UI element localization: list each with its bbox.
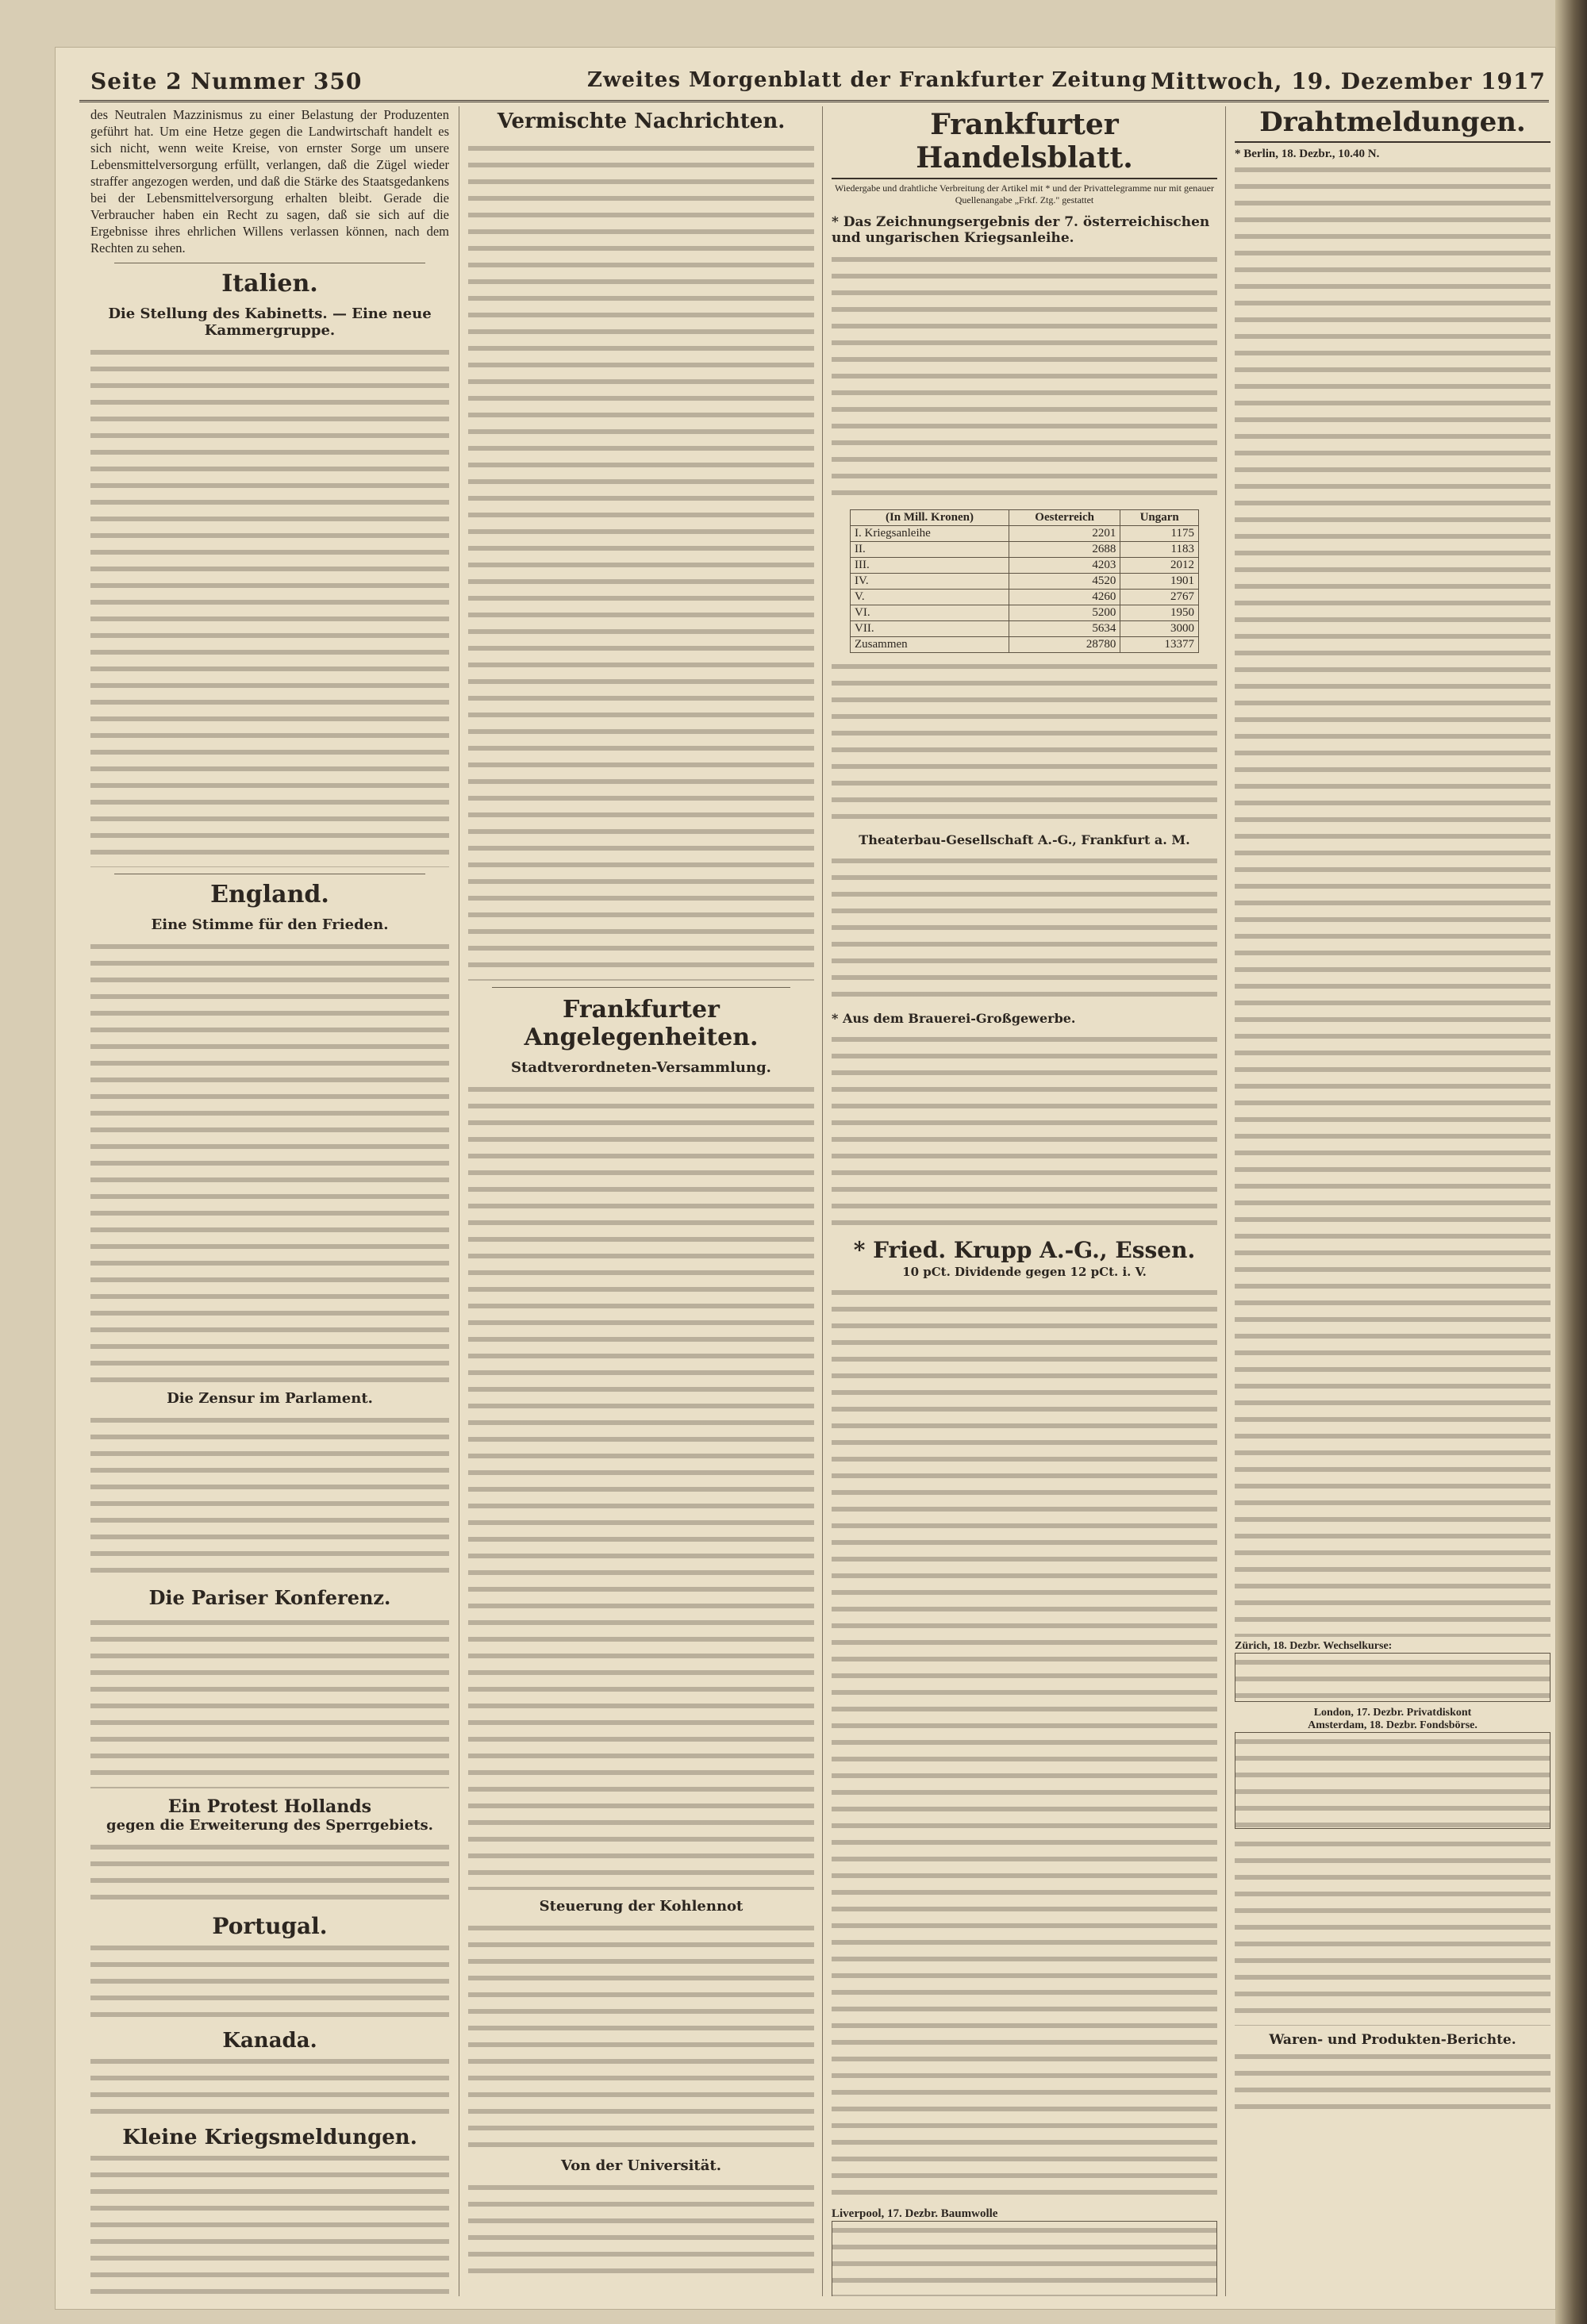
section-title-portugal: Portugal. <box>212 1913 328 1939</box>
table-cell: 5200 <box>1009 605 1120 621</box>
column-politik <box>90 106 449 2296</box>
section-title-holland: Ein Protest Hollands <box>167 1796 372 1817</box>
section-title-vermischte: Vermischte Nachrichten. <box>497 109 786 133</box>
market-table <box>1235 1653 1550 1702</box>
table-header-cell: (In Mill. Kronen) <box>851 510 1009 526</box>
reprint-note: Wiedergabe und drahtliche Verbreitung der Artikel mit * und der Privattelegramme nur mit genauer Quellenangabe „Frkf. Ztg." gestattet <box>835 182 1214 206</box>
market-table <box>1235 1732 1550 1829</box>
article-body <box>90 938 449 1382</box>
table-total-row <box>851 637 1199 653</box>
article-body <box>90 2053 449 2119</box>
article-body <box>468 1081 814 1890</box>
table-cell: VI. <box>851 605 1009 621</box>
column-drahtmeldungen <box>1235 106 1550 2296</box>
article-subtitle: Stadtverordneten-Versammlung. <box>511 1059 771 1076</box>
header-left: Seite 2 Nummer 350 <box>90 68 363 94</box>
table-cell: 2688 <box>1009 542 1120 558</box>
article-subtitle: Steuerung der Kohlennot <box>539 1898 744 1915</box>
market-heading: Zürich, 18. Dezbr. Wechselkurse: <box>1235 1640 1393 1652</box>
article-body <box>468 2179 814 2274</box>
section-title-kanada: Kanada. <box>222 2029 317 2053</box>
article-body <box>832 251 1217 505</box>
section-title-kriegsmeldungen: Kleine Kriegsmeldungen. <box>122 2126 417 2149</box>
book-binding <box>1555 0 1587 2324</box>
article-top: des Neutralen Mazzinismus zu einer Belastung der Produzenten geführt hat. Um eine Hetze gegen die Landwirtschaft handelt es sich nicht, wenn weite Kreise, von ernster Sorge um unsere Lebensmittelversorgung erfüllt, verlangen, daß die Zügel wieder straffer angezogen werden, und daß die Stärke des Staatsgedankens bei der Lebensmittelversorgung erhalten bleibt. Gerade die Verbraucher haben ein Recht zu sagen, daß sie sich auf die Ergebnisse ihres ehrlichen Willens verlassen können, nach dem Rechten zu sehen. <box>90 107 449 255</box>
column-vermischtes <box>468 106 814 2296</box>
section-title-waren: Waren- und Produkten-Berichte. <box>1269 2032 1516 2048</box>
table-header-cell: Oesterreich <box>1009 510 1120 526</box>
column-rule <box>822 106 823 2296</box>
table-row <box>851 621 1199 637</box>
table-cell: II. <box>851 542 1009 558</box>
article-body <box>832 658 1217 824</box>
table-cell: 1183 <box>1120 542 1199 558</box>
table-header-row <box>851 510 1199 526</box>
header-right: Mittwoch, 19. Dezember 1917 <box>1151 68 1546 94</box>
market-heading: London, 17. Dezbr. Privatdiskont <box>1313 1707 1472 1719</box>
table-row <box>851 590 1199 605</box>
table-cell: V. <box>851 590 1009 605</box>
column-handelsblatt <box>832 106 1217 2296</box>
page-header <box>79 65 1549 102</box>
article-body <box>90 1838 449 1905</box>
article-title: * Aus dem Brauerei-Großgewerbe. <box>832 1011 1076 1026</box>
article-body <box>90 344 449 867</box>
article-subtitle: Die Stellung des Kabinetts. — Eine neue Kammergruppe. <box>108 305 432 339</box>
kriegsanleihe-table <box>850 509 1199 653</box>
article-subtitle: 10 pCt. Dividende gegen 12 pCt. i. V. <box>902 1265 1147 1279</box>
article-subtitle: Eine Stimme für den Frieden. <box>151 916 389 933</box>
table-cell: 5634 <box>1009 621 1120 637</box>
table-cell: IV. <box>851 574 1009 590</box>
table-cell: 2767 <box>1120 590 1199 605</box>
article-body <box>832 1031 1217 1229</box>
section-title-drahtmeldungen: Drahtmeldungen. <box>1235 106 1550 143</box>
table-row <box>851 605 1199 621</box>
table-cell: Zusammen <box>851 637 1009 653</box>
table-row <box>851 526 1199 542</box>
article-body <box>832 852 1217 1003</box>
header-center: Zweites Morgenblatt der Frankfurter Zeitung <box>587 68 1147 92</box>
table-cell: III. <box>851 558 1009 574</box>
article-body <box>1235 161 1550 1637</box>
table-cell: 1175 <box>1120 526 1199 542</box>
table-cell: 2201 <box>1009 526 1120 542</box>
table-cell: 28780 <box>1009 637 1120 653</box>
table-header-cell: Ungarn <box>1120 510 1199 526</box>
table-row <box>851 542 1199 558</box>
section-title-england: England. <box>210 881 329 908</box>
table-cell: 4260 <box>1009 590 1120 605</box>
table-cell: VII. <box>851 621 1009 637</box>
article-body <box>832 1284 1217 2204</box>
divider <box>492 987 790 988</box>
section-title-angelegenheiten: Frankfurter Angelegenheiten. <box>524 996 759 1051</box>
article-body <box>90 1412 449 1578</box>
article-title: Theaterbau-Gesellschaft A.-G., Frankfurt a. M. <box>859 832 1190 847</box>
table-cell: 2012 <box>1120 558 1199 574</box>
article-title-krupp: * Fried. Krupp A.-G., Essen. <box>853 1237 1196 1263</box>
article-subtitle: Von der Universität. <box>560 2157 721 2174</box>
article-body <box>90 1614 449 1788</box>
article-body <box>90 1939 449 2022</box>
article-body <box>1235 2048 1550 2111</box>
table-cell: 3000 <box>1120 621 1199 637</box>
dateline: * Berlin, 18. Dezbr., 10.40 N. <box>1235 148 1380 160</box>
table-cell: I. Kriegsanleihe <box>851 526 1009 542</box>
market-heading: Liverpool, 17. Dezbr. Baumwolle <box>832 2207 998 2220</box>
table-cell: 13377 <box>1120 637 1199 653</box>
table-row <box>851 574 1199 590</box>
table-cell: 4520 <box>1009 574 1120 590</box>
table-cell: 1950 <box>1120 605 1199 621</box>
section-title-handelsblatt: Frankfurter Handelsblatt. <box>832 108 1217 179</box>
table-cell: 4203 <box>1009 558 1120 574</box>
section-title-italien: Italien. <box>221 270 318 298</box>
article-title: * Das Zeichnungsergebnis der 7. österreichischen und ungarischen Kriegsanleihe. <box>832 214 1210 246</box>
market-table <box>832 2221 1217 2296</box>
article-body <box>468 1919 814 2149</box>
article-subtitle: gegen die Erweiterung des Sperrgebiets. <box>106 1817 433 1834</box>
section-title-paris: Die Pariser Konferenz. <box>148 1586 391 1609</box>
article-subtitle: Die Zensur im Parlament. <box>167 1390 373 1407</box>
column-rule <box>1225 106 1226 2296</box>
article-body <box>468 140 814 981</box>
market-heading: Amsterdam, 18. Dezbr. Fondsbörse. <box>1308 1719 1477 1731</box>
table-cell: 1901 <box>1120 574 1199 590</box>
article-body <box>90 2149 449 2296</box>
article-body <box>1235 1835 1550 2026</box>
table-row <box>851 558 1199 574</box>
